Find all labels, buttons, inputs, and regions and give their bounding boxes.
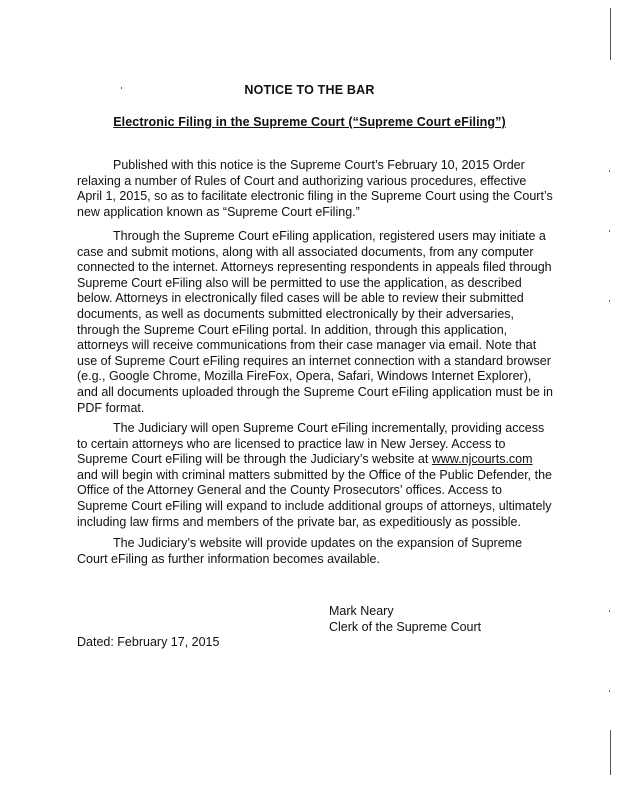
notice-title: NOTICE TO THE BAR xyxy=(244,83,375,97)
paragraph-1 xyxy=(77,158,553,220)
scan-edge-mark xyxy=(610,730,611,775)
paragraph-2 xyxy=(77,229,553,416)
signatory-title: Clerk of the Supreme Court xyxy=(329,620,482,634)
scan-speck xyxy=(121,87,122,89)
paragraph-2-text: Through the Supreme Court eFiling application, registered users may initiate a case and submit motions, along with all associated documents, from any computer connected to the internet. Attorneys representing respondents in appeals filed through Supreme Court eFiling also will be permitted to use the application, as described below. Attorneys in electronically filed cases will be able to review their submitted documents, as well as documents submitted electronically by their adversaries, through the Supreme Court eFiling portal. In addition, through this application, attorneys will receive communications from their case manager via email. Note that use of Supreme Court eFiling requires an internet connection with a standard browser (e.g., Google Chrome, Mozilla FireFox, Opera, Safari, Windows Internet Explorer), and all documents uploaded through the Supreme Court eFiling application must be in PDF format. xyxy=(77,229,553,415)
njcourts-link[interactable]: www.njcourts.com xyxy=(431,452,533,467)
scan-speck xyxy=(609,300,610,302)
paragraph-3-text-start: The Judiciary will open Supreme Court eFiling incrementally, providing access to certain attorneys who are licensed to practice law in New Jersey. Access to Supreme Court eFiling will be through the Judiciary’s website at xyxy=(77,421,545,467)
paragraph-1-text: Published with this notice is the Supreme Court’s February 10, 2015 Order relaxing a number of Rules of Court and authorizing various procedures, effective April 1, 2015, so as to facilitate electronic filing in the Supreme Court using the Court’s new application known as “Supreme Court eFiling.” xyxy=(77,158,553,219)
signatory-name: Mark Neary xyxy=(329,604,394,618)
paragraph-4 xyxy=(77,536,553,567)
notice-subtitle: Electronic Filing in the Supreme Court (“Supreme Court eFiling”) xyxy=(113,115,506,129)
scan-speck xyxy=(609,610,610,612)
paragraph-3 xyxy=(77,421,553,530)
paragraph-4-text: The Judiciary’s website will provide updates on the expansion of Supreme Court eFiling as further information becomes available. xyxy=(77,536,523,566)
scan-speck xyxy=(609,230,610,232)
scan-edge-mark xyxy=(610,8,611,60)
paragraph-3-text-end: and will begin with criminal matters submitted by the Office of the Public Defender, the Office of the Attorney General and the County Prosecutors’ offices. Access to Supreme Court eFiling will expand to include additional groups of attorneys, ultimately including law firms and members of the private bar, as expeditiously as possible. xyxy=(77,467,553,529)
dated-line: Dated: February 17, 2015 xyxy=(77,635,220,649)
scan-speck xyxy=(609,690,610,692)
scan-speck xyxy=(609,170,610,172)
